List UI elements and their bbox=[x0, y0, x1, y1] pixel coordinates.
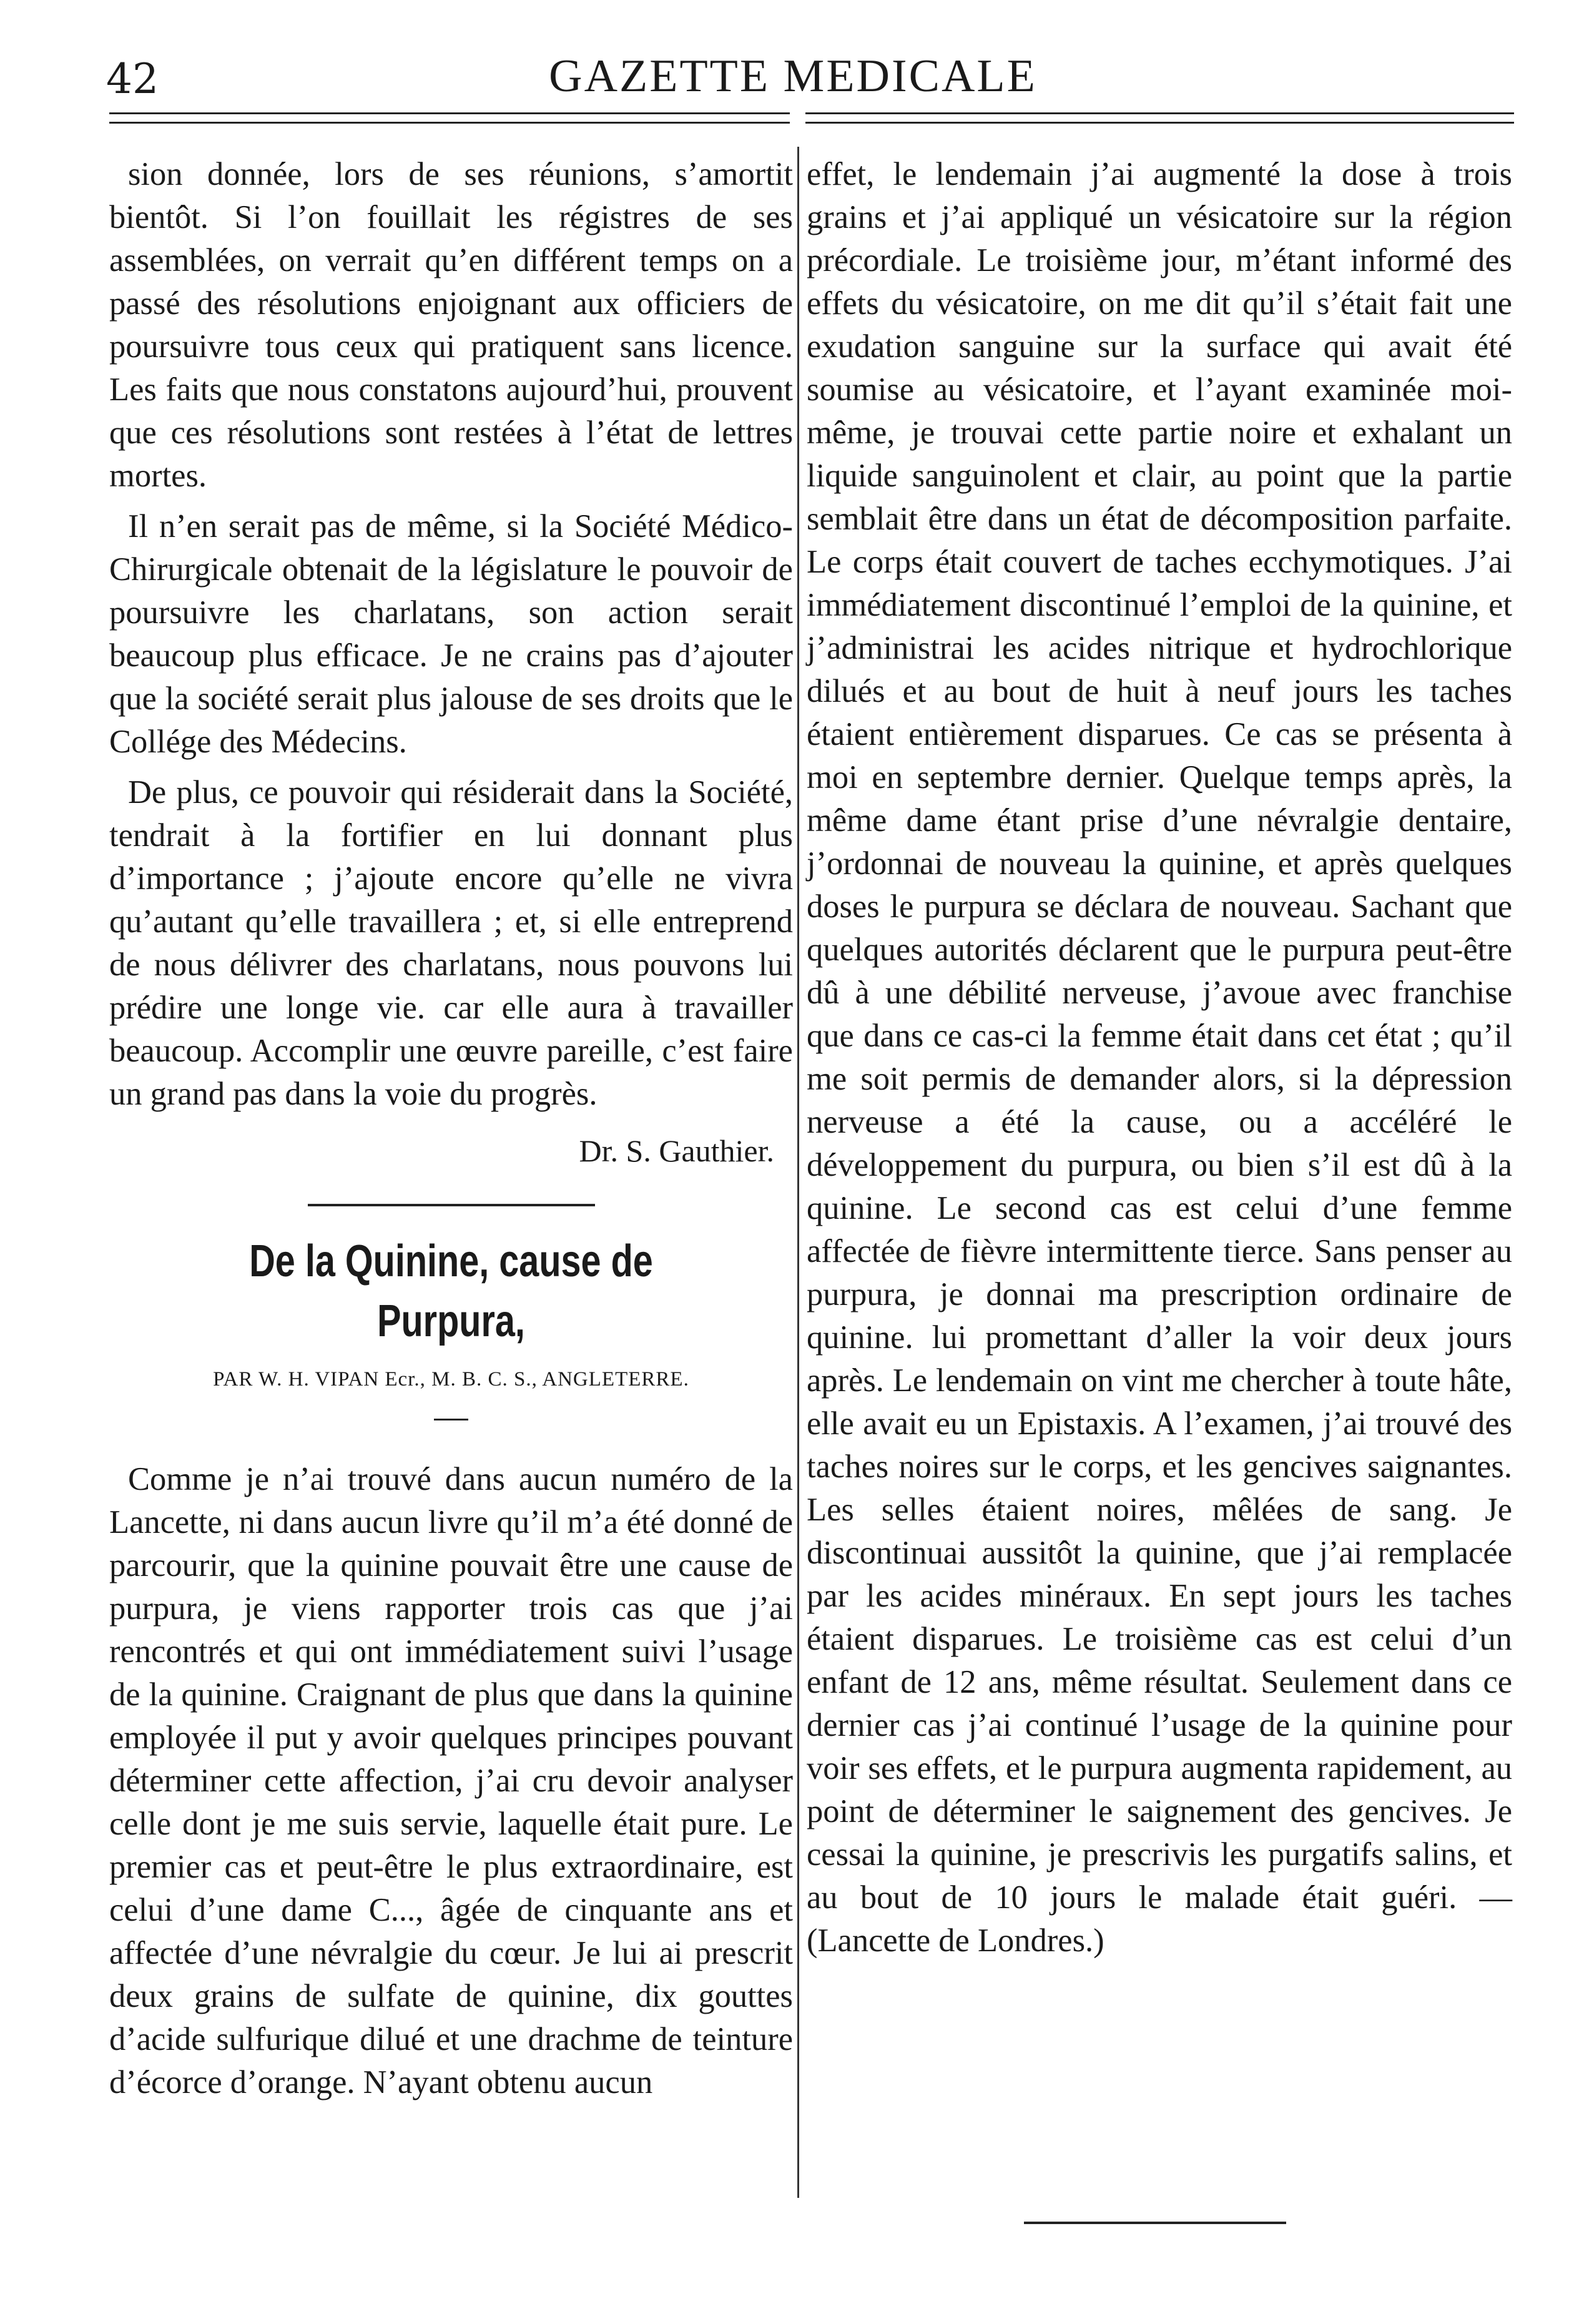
author-signature: Dr. S. Gauthier. bbox=[579, 1133, 774, 1168]
left-column bbox=[109, 153, 793, 2104]
paragraph: De plus, ce pouvoir qui résiderait dans la Société, tendrait à la fortifier en lui donnant plus d’importance ; j’ajoute encore qu’elle ne vivra qu’autant qu’elle travaillera ; et, si elle entreprend de nous délivrer des charlatans, nous pouvons lui prédire une longe vie. car elle aura à travailler beaucoup. Accomplir une œuvre pareille, c’est faire un grand pas dans la voie du progrès. bbox=[109, 774, 793, 1112]
article-body-continued: effet, le lendemain j’ai augmenté la dose à trois grains et j’ai appliqué un vésicatoire sur la région précordiale. Le troisième jour, m’étant informé des effets du vésicatoire, on me dit qu’il s’était fait une exudation sanguine sur la surface qui avait été soumise au vésicatoire, et l’ayant examinée moi-même, je trouvai cette partie noire et exhalant un liquide sanguinolent et clair, au point que la partie semblait être dans un état de décomposition parfaite. Le corps était couvert de taches ecchymotiques. J’ai immédiatement discontinué l’emploi de la quinine, et j’administrai les acides nitrique et hydrochlorique dilués et au bout de huit à neuf jours les taches étaient entièrement disparues. Ce cas se présenta à moi en septembre dernier. Quelque temps après, la même dame étant prise d’une névralgie dentaire, j’ordonnai de nouveau la quinine, et après quelques doses le purpura se déclara de nouveau. Sachant que quelques autorités déclarent que le purpura peut-être dû à une débilité nerveuse, j’avoue avec franchise que dans ce cas-ci la femme était dans cet état ; qu’il me soit permis de demander alors, si la dépression nerveuse a été la cause, ou a accéléré le développement du purpura, ou bien s’il est dû à la quinine. Le second cas est celui d’une femme affectée de fièvre intermittente tierce. Sans penser au purpura, je donnai ma prescription ordinaire de quinine. lui promettant d’aller la voir deux jours après. Le lendemain on vint me chercher à toute hâte, elle avait eu un Epistaxis. A l’examen, j’ai trouvé des taches noires sur le corps, et les gencives saignantes. Les selles étaient noires, mêlées de sang. Je discontinuai aussitôt la quinine, que j’ai remplacée par les acides minéraux. En sept jours les taches étaient disparues. Le troisième cas est celui d’un enfant de 12 ans, même résultat. Seulement dans ce dernier cas j’ai continué l’usage de la quinine pour voir ses effets, et le purpura augmenta rapidement, au point de déterminer le saignement des gencives. Je cessai la quinine, je prescrivis les purgatifs salins, et au bout de 10 jours le malade était guéri. — (Lancette de Londres.) bbox=[807, 156, 1512, 1959]
article-byline: PAR W. H. VIPAN Ecr., M. B. C. S., ANGLETERRE. bbox=[213, 1368, 689, 1391]
header-rule-left bbox=[109, 112, 790, 124]
column-divider bbox=[797, 147, 799, 2198]
paragraph: sion donnée, lors de ses réunions, s’amortit bientôt. Si l’on fouillait les régistres de ses assemblées, on verrait qu’en différent temps on a passé des résolutions enjoignant aux officiers de poursuivre tous ceux qui pratiquent sans licence. Les faits que nous constatons aujourd’hui, prouvent que ces résolutions sont restées à l’état de lettres mortes. bbox=[109, 156, 793, 494]
section-separator bbox=[308, 1204, 595, 1206]
article-title: De la Quinine, cause de Purpura, bbox=[249, 1236, 653, 1346]
page-number: 42 bbox=[106, 55, 159, 103]
article-body: Comme je n’ai trouvé dans aucun numéro de la Lancette, ni dans aucun livre qu’il m’a été donné de parcourir, que la quinine pouvait être une cause de purpura, je viens rapporter trois cas que j’ai rencontrés et qui ont immédiatement suivi l’usage de la quinine. Craignant de plus que dans la quinine employée il put y avoir quelques principes pouvant déterminer cette affection, j’ai cru devoir analyser celle dont je me suis servie, laquelle était pure. Le premier cas et peut-être le plus extraordinaire, est celui d’une dame C..., âgée de cinquante ans et affectée d’une névralgie du cœur. Je lui ai prescrit deux grains de sulfate de quinine, dix gouttes d’acide sulfurique dilué et une drachme de teinture d’écorce d’orange. N’ayant obtenu aucun bbox=[109, 1461, 793, 2100]
header-rule-right bbox=[805, 112, 1514, 124]
journal-title: GAZETTE MEDICALE bbox=[549, 51, 1037, 102]
byline-dash bbox=[434, 1419, 468, 1420]
paragraph: Il n’en serait pas de même, si la Société Médico-Chirurgicale obtenait de la législature le pouvoir de poursuivre les charlatans, son action serait beaucoup plus efficace. Je ne crains pas d’ajouter que la société serait plus jalouse de ses droits que le Collége des Médecins. bbox=[109, 508, 793, 760]
end-rule bbox=[1024, 2222, 1286, 2224]
page-header bbox=[94, 44, 1492, 112]
right-column bbox=[807, 153, 1512, 1962]
